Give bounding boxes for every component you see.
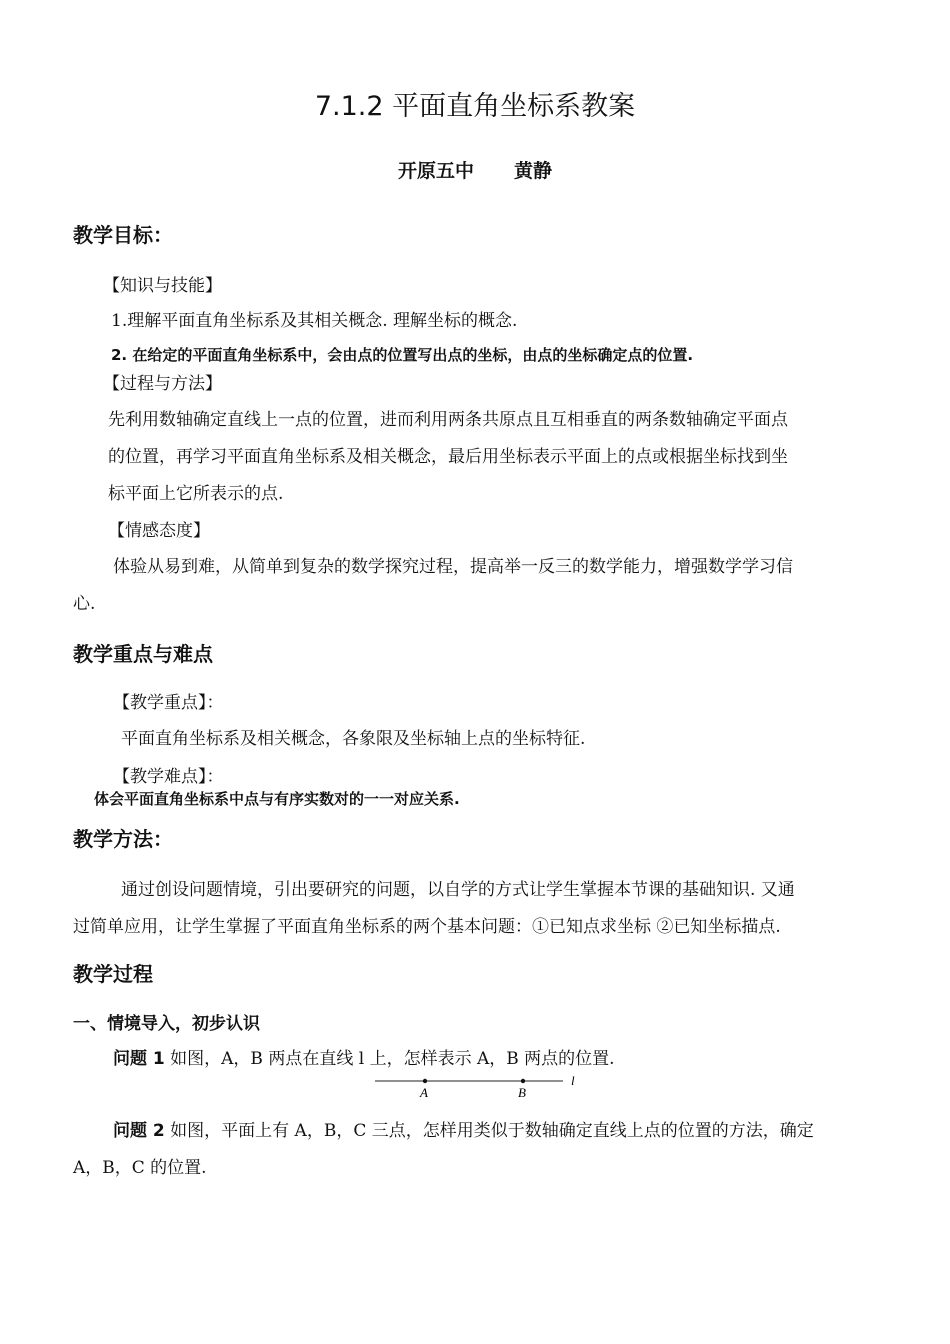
knowledge-item-2: 2. 在给定的平面直角坐标系中，会由点的位置写出点的坐标，由点的坐标确定点的位置. xyxy=(111,346,694,364)
knowledge-item-1: 1.理解平面直角坐标系及其相关概念. 理解坐标的概念. xyxy=(111,311,518,331)
attitude-line-2: 心. xyxy=(73,594,96,614)
document-title: 7.1.2 平面直角坐标系教案 xyxy=(314,91,636,122)
section-1-heading: 一、情境导入，初步认识 xyxy=(73,1014,260,1034)
process-line-1: 先利用数轴确定直线上一点的位置，进而利用两条共原点且互相垂直的两条数轴确定平面点 xyxy=(108,410,788,430)
point-b-dot xyxy=(521,1079,525,1083)
attitude-label: 【情感态度】 xyxy=(108,521,210,541)
process-heading: 教学过程 xyxy=(73,962,153,986)
method-line-2: 过简单应用，让学生掌握了平面直角坐标系的两个基本问题：①已知点求坐标 ②已知坐标描点. xyxy=(73,917,781,937)
process-line-2: 的位置，再学习平面直角坐标系及相关概念，最后用坐标表示平面上的点或根据坐标找到坐 xyxy=(108,447,788,467)
question-2-text-1: 如图，平面上有 A，B，C 三点，怎样用类似于数轴确定直线上点的位置的方法，确定 xyxy=(164,1121,814,1141)
knowledge-label: 【知识与技能】 xyxy=(103,276,222,296)
school-name: 开原五中 xyxy=(397,160,474,182)
method-heading: 教学方法： xyxy=(73,827,173,851)
attitude-line-1: 体验从易到难，从简单到复杂的数学探究过程，提高举一反三的数学能力，增强数学学习信 xyxy=(113,557,793,577)
point-a-label: A xyxy=(420,1085,428,1100)
question-1-label: 问题 1 xyxy=(113,1049,165,1069)
question-2-label: 问题 2 xyxy=(113,1121,165,1141)
point-a-dot xyxy=(423,1079,427,1083)
question-2 xyxy=(113,1116,814,1141)
author-line xyxy=(0,156,950,183)
question-1-text: 如图，A，B 两点在直线 l 上，怎样表示 A，B 两点的位置. xyxy=(164,1049,615,1069)
process-label: 【过程与方法】 xyxy=(103,374,222,394)
focus-text: 平面直角坐标系及相关概念，各象限及坐标轴上点的坐标特征. xyxy=(121,729,586,749)
difficulty-label: 【教学难点】： xyxy=(113,767,224,787)
difficulty-text: 体会平面直角坐标系中点与有序实数对的一一对应关系. xyxy=(94,790,460,808)
process-line-3: 标平面上它所表示的点. xyxy=(108,484,284,504)
objectives-heading: 教学目标： xyxy=(73,223,173,247)
question-1 xyxy=(113,1044,615,1069)
line-figure xyxy=(370,1070,590,1102)
key-points-heading: 教学重点与难点 xyxy=(73,642,213,666)
question-2-text-2: A，B，C 的位置. xyxy=(73,1158,207,1178)
method-line-1: 通过创设问题情境，引出要研究的问题，以自学的方式让学生掌握本节课的基础知识. 又通 xyxy=(121,880,795,900)
point-b-label: B xyxy=(518,1085,526,1100)
line-l-label: l xyxy=(571,1073,575,1088)
focus-label: 【教学重点】： xyxy=(113,693,224,713)
author-name: 黄静 xyxy=(514,160,553,182)
